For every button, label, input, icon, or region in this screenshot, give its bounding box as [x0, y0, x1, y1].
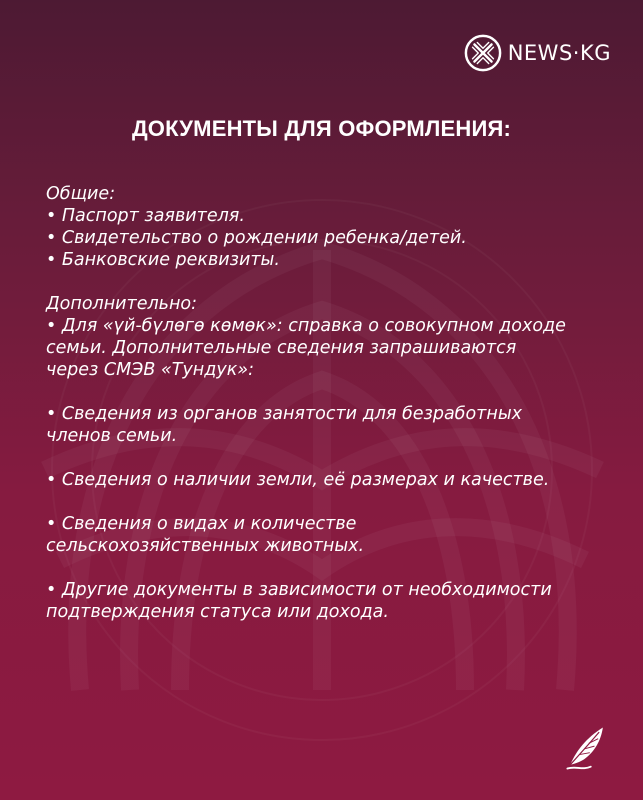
- brand-name: NEWS·KG: [507, 41, 611, 65]
- spacer: [46, 447, 606, 469]
- additional-item-line: • Сведения о наличии земли, её размерах и качестве.: [46, 470, 550, 490]
- additional-item-line: членов семьи.: [46, 426, 178, 446]
- document-list: [46, 183, 606, 623]
- additional-intro-line: через СМЭВ «Тундук»:: [46, 360, 254, 380]
- additional-item-line: подтверждения статуса или дохода.: [46, 602, 389, 622]
- general-item: • Банковские реквизиты.: [46, 250, 280, 270]
- additional-item-line: • Сведения о видах и количестве: [46, 514, 357, 534]
- spacer: [46, 557, 606, 579]
- news-kg-logo: [464, 34, 611, 72]
- additional-item-line: сельскохозяйственных животных.: [46, 536, 365, 556]
- spacer: [46, 491, 606, 513]
- additional-intro-line: • Для «үй-бүлөгө көмөк»: справка о совокупном доходе: [46, 316, 566, 336]
- additional-intro-line: семьи. Дополнительные сведения запрашиваются: [46, 338, 517, 358]
- feather-quill-icon: [559, 720, 615, 776]
- general-item: • Свидетельство о рождении ребенка/детей.: [46, 228, 467, 248]
- additional-heading: Дополнительно:: [46, 294, 198, 314]
- additional-item-line: • Другие документы в зависимости от необходимости: [46, 580, 552, 600]
- general-heading: Общие:: [46, 184, 116, 204]
- news-kg-logo-icon: [464, 34, 502, 72]
- spacer: [46, 381, 606, 403]
- page-title: ДОКУМЕНТЫ ДЛЯ ОФОРМЛЕНИЯ:: [131, 116, 512, 141]
- additional-item-line: • Сведения из органов занятости для безработных: [46, 404, 522, 424]
- spacer: [46, 271, 606, 293]
- general-item: • Паспорт заявителя.: [46, 206, 245, 226]
